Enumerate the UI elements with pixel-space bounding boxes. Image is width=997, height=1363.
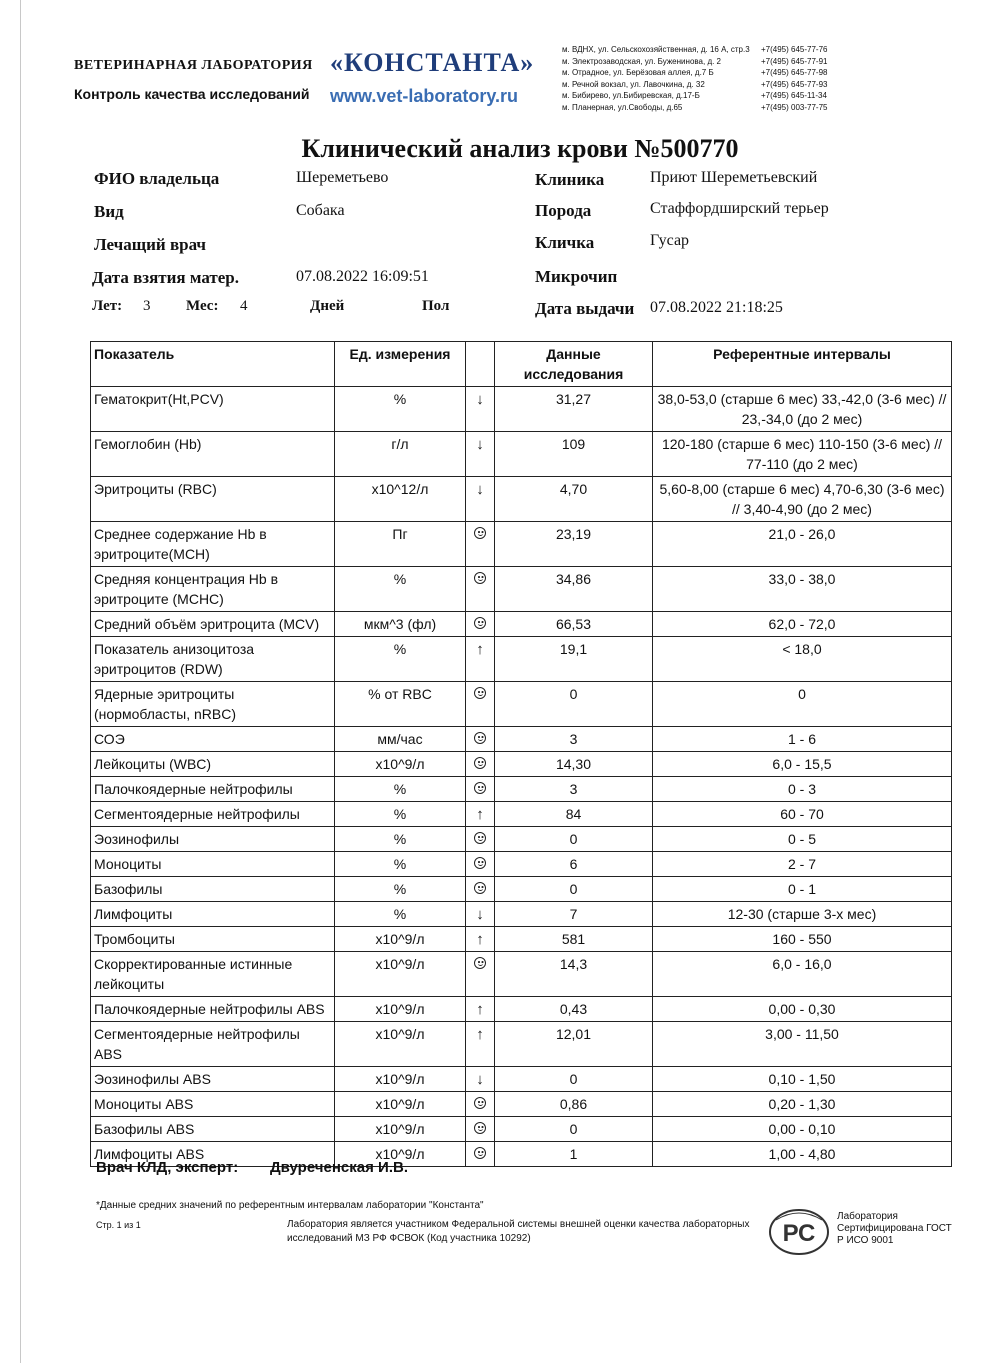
address-line: м. Отрадное, ул. Берёзовая аллея, д.7 Б	[562, 68, 714, 78]
doctor-label: Лечащий врач	[94, 235, 206, 254]
row-unit: %	[335, 637, 466, 682]
sex-label: Пол	[422, 298, 450, 314]
row-name: Эритроциты (RBC)	[91, 477, 335, 522]
row-flag	[466, 827, 495, 852]
row-name: Базофилы	[91, 877, 335, 902]
table-row	[91, 522, 952, 567]
row-name: Лейкоциты (WBC)	[91, 752, 335, 777]
arrow-up-icon: ↑	[476, 931, 484, 948]
row-flag	[466, 682, 495, 727]
arrow-up-icon: ↑	[476, 1001, 484, 1018]
table-row	[91, 387, 952, 432]
row-reference: < 18,0	[653, 637, 952, 682]
phone-list	[761, 44, 828, 114]
row-value: 0	[495, 682, 653, 727]
species-label: Вид	[94, 202, 124, 221]
row-name: СОЭ	[91, 727, 335, 752]
row-unit: %	[335, 802, 466, 827]
row-value: 0,43	[495, 997, 653, 1022]
table-row	[91, 902, 952, 927]
row-reference: 0,00 - 0,10	[653, 1117, 952, 1142]
owner-value: Шереметьево	[296, 169, 389, 186]
certification-mark: РС	[782, 1220, 816, 1247]
row-flag	[466, 802, 495, 827]
arrow-down-icon: ↓	[476, 391, 484, 408]
smiley-icon	[474, 882, 486, 894]
table-row	[91, 927, 952, 952]
chip-label: Микрочип	[535, 267, 618, 286]
table-row	[91, 997, 952, 1022]
row-value: 109	[495, 432, 653, 477]
clinic-value: Приют Шереметьевский	[650, 169, 818, 186]
row-flag	[466, 997, 495, 1022]
row-flag	[466, 777, 495, 802]
row-unit: x10^9/л	[335, 1142, 466, 1167]
row-reference: 62,0 - 72,0	[653, 612, 952, 637]
row-value: 3	[495, 727, 653, 752]
days-label: Дней	[310, 298, 345, 314]
row-name: Среднее содержание Hb в эритроците(MCH)	[91, 522, 335, 567]
signature-label: Врач КЛД, эксперт:	[96, 1159, 239, 1176]
row-value: 0	[495, 1067, 653, 1092]
row-value: 1	[495, 1142, 653, 1167]
smiley-icon	[474, 732, 486, 744]
row-reference: 0,10 - 1,50	[653, 1067, 952, 1092]
lab-brand: «КОНСТАНТА»	[330, 48, 535, 77]
row-value: 581	[495, 927, 653, 952]
lab-website-link[interactable]: www.vet-laboratory.ru	[330, 86, 519, 106]
table-header-row	[91, 342, 952, 387]
row-unit: мкм^3 (фл)	[335, 612, 466, 637]
results-table	[90, 341, 952, 1167]
table-row	[91, 952, 952, 997]
signature-name: Двуреченская И.В.	[270, 1159, 408, 1176]
row-reference: 3,00 - 11,50	[653, 1022, 952, 1067]
smiley-icon	[474, 782, 486, 794]
row-reference: 5,60-8,00 (старше 6 мес) 4,70-6,30 (3-6 мес) // 3,40-4,90 (до 2 мес)	[653, 477, 952, 522]
smiley-icon	[474, 1147, 486, 1159]
smiley-icon	[474, 687, 486, 699]
breed-label: Порода	[535, 201, 592, 220]
row-reference: 1 - 6	[653, 727, 952, 752]
row-flag	[466, 1142, 495, 1167]
arrow-down-icon: ↓	[476, 1071, 484, 1088]
row-unit: x10^9/л	[335, 927, 466, 952]
header-name: Показатель	[91, 342, 335, 387]
table-row	[91, 477, 952, 522]
page-number: Стр. 1 из 1	[96, 1220, 141, 1230]
row-flag	[466, 752, 495, 777]
certification-text: Лаборатория Сертифицирована ГОСТ Р ИСО 9001	[837, 1211, 952, 1246]
species-value: Собака	[296, 202, 345, 219]
row-flag	[466, 522, 495, 567]
header-flag	[466, 342, 495, 387]
row-name: Гематокрит(Ht,PCV)	[91, 387, 335, 432]
row-unit: %	[335, 827, 466, 852]
row-name: Тромбоциты	[91, 927, 335, 952]
row-reference: 0 - 1	[653, 877, 952, 902]
document-title: Клинический анализ крови №500770	[301, 134, 739, 163]
row-unit: %	[335, 852, 466, 877]
row-flag	[466, 1117, 495, 1142]
row-value: 6	[495, 852, 653, 877]
breed-value: Стаффордширский терьер	[650, 200, 829, 217]
row-name: Показатель анизоцитоза эритроцитов (RDW)	[91, 637, 335, 682]
owner-label: ФИО владельца	[94, 169, 220, 188]
phone-line: +7(495) 645-77-93	[761, 79, 828, 89]
row-value: 0	[495, 827, 653, 852]
row-flag	[466, 387, 495, 432]
row-flag	[466, 1092, 495, 1117]
phone-line: +7(495) 645-77-98	[761, 68, 828, 78]
row-unit: % от RBC	[335, 682, 466, 727]
row-reference: 6,0 - 16,0	[653, 952, 952, 997]
address-line: м. Бибирево, ул.Бибиревская, д.17-Б	[562, 91, 700, 101]
row-flag	[466, 727, 495, 752]
row-reference: 0	[653, 682, 952, 727]
row-value: 7	[495, 902, 653, 927]
row-value: 23,19	[495, 522, 653, 567]
row-value: 14,3	[495, 952, 653, 997]
clinic-label: Клиника	[535, 170, 605, 189]
arrow-up-icon: ↑	[476, 806, 484, 823]
row-value: 0	[495, 877, 653, 902]
header-value: Данные исследования	[495, 342, 653, 387]
row-unit: %	[335, 387, 466, 432]
phone-line: +7(495) 645-11-34	[761, 91, 827, 101]
row-reference: 0 - 5	[653, 827, 952, 852]
row-flag	[466, 1067, 495, 1092]
address-list	[562, 44, 750, 114]
row-value: 19,1	[495, 637, 653, 682]
row-name: Эозинофилы	[91, 827, 335, 852]
smiley-icon	[474, 1097, 486, 1109]
row-name: Ядерные эритроциты (нормобласты, nRBC)	[91, 682, 335, 727]
issue-date-label: Дата выдачи	[535, 299, 635, 318]
row-flag	[466, 637, 495, 682]
address-line: м. Планерная, ул.Свободы, д.65	[562, 102, 683, 112]
table-row	[91, 852, 952, 877]
row-reference: 12-30 (старше 3-х мес)	[653, 902, 952, 927]
smiley-icon	[474, 1122, 486, 1134]
smiley-icon	[474, 957, 486, 969]
table-row	[91, 777, 952, 802]
address-line: м. Речной вокзал, ул. Лавочкина, д. 32	[562, 79, 705, 89]
row-unit: %	[335, 877, 466, 902]
table-row	[91, 682, 952, 727]
row-reference: 160 - 550	[653, 927, 952, 952]
row-name: Лимфоциты	[91, 902, 335, 927]
row-value: 34,86	[495, 567, 653, 612]
row-unit: Пг	[335, 522, 466, 567]
row-name: Средняя концентрация Hb в эритроците (MCHC)	[91, 567, 335, 612]
row-reference: 33,0 - 38,0	[653, 567, 952, 612]
table-row	[91, 432, 952, 477]
row-unit: x10^9/л	[335, 1067, 466, 1092]
row-unit: x10^9/л	[335, 1022, 466, 1067]
row-value: 84	[495, 802, 653, 827]
address-line: м. Электрозаводская, ул. Буженинова, д. 2	[562, 56, 722, 66]
lab-tagline: Контроль качества исследований	[74, 86, 310, 102]
table-row	[91, 1117, 952, 1142]
nickname-label: Кличка	[535, 233, 595, 252]
row-reference: 21,0 - 26,0	[653, 522, 952, 567]
row-flag	[466, 877, 495, 902]
arrow-up-icon: ↑	[476, 1026, 484, 1043]
lab-name: ВЕТЕРИНАРНАЯ ЛАБОРАТОРИЯ	[74, 58, 313, 73]
row-value: 14,30	[495, 752, 653, 777]
row-unit: x10^12/л	[335, 477, 466, 522]
row-flag	[466, 952, 495, 997]
row-unit: x10^9/л	[335, 952, 466, 997]
sample-date-label: Дата взятия матер.	[92, 268, 239, 287]
issue-date-value: 07.08.2022 21:18:25	[650, 299, 783, 316]
arrow-down-icon: ↓	[476, 906, 484, 923]
table-row	[91, 802, 952, 827]
row-name: Сегментоядерные нейтрофилы ABS	[91, 1022, 335, 1067]
page-edge	[20, 0, 21, 1363]
row-flag	[466, 852, 495, 877]
table-row	[91, 637, 952, 682]
row-flag	[466, 477, 495, 522]
row-unit: x10^9/л	[335, 1117, 466, 1142]
row-name: Моноциты ABS	[91, 1092, 335, 1117]
smiley-icon	[474, 832, 486, 844]
row-flag	[466, 567, 495, 612]
row-unit: мм/час	[335, 727, 466, 752]
table-row	[91, 1067, 952, 1092]
arrow-down-icon: ↓	[476, 481, 484, 498]
row-reference: 2 - 7	[653, 852, 952, 877]
sample-date-value: 07.08.2022 16:09:51	[296, 268, 429, 285]
table-row	[91, 1022, 952, 1067]
months-value: 4	[240, 298, 248, 314]
row-name: Базофилы ABS	[91, 1117, 335, 1142]
row-value: 12,01	[495, 1022, 653, 1067]
arrow-down-icon: ↓	[476, 436, 484, 453]
nickname-value: Гусар	[650, 232, 690, 249]
row-name: Средний объём эритроцита (MCV)	[91, 612, 335, 637]
row-value: 3	[495, 777, 653, 802]
header-reference: Референтные интервалы	[653, 342, 952, 387]
row-flag	[466, 1022, 495, 1067]
smiley-icon	[474, 572, 486, 584]
row-flag	[466, 927, 495, 952]
smiley-icon	[474, 527, 486, 539]
row-value: 4,70	[495, 477, 653, 522]
row-reference: 0 - 3	[653, 777, 952, 802]
row-reference: 6,0 - 15,5	[653, 752, 952, 777]
table-row	[91, 877, 952, 902]
row-name: Лимфоциты ABS	[91, 1142, 335, 1167]
row-name: Палочкоядерные нейтрофилы	[91, 777, 335, 802]
row-unit: %	[335, 777, 466, 802]
row-value: 0,86	[495, 1092, 653, 1117]
smiley-icon	[474, 757, 486, 769]
phone-line: +7(495) 645-77-91	[761, 56, 828, 66]
arrow-up-icon: ↑	[476, 641, 484, 658]
row-name: Моноциты	[91, 852, 335, 877]
participant-text: Лаборатория является участником Федеральной системы внешней оценки качества лабораторных исследований МЗ РФ ФСВОК (Код участника 10292)	[287, 1219, 750, 1244]
smiley-icon	[474, 617, 486, 629]
row-flag	[466, 612, 495, 637]
row-unit: x10^9/л	[335, 1092, 466, 1117]
smiley-icon	[474, 857, 486, 869]
header-unit: Ед. измерения	[335, 342, 466, 387]
footer-note: *Данные средних значений по референтным интервалам лаборатории "Константа"	[96, 1200, 484, 1211]
row-unit: %	[335, 567, 466, 612]
years-value: 3	[143, 298, 151, 314]
row-flag	[466, 902, 495, 927]
row-unit: г/л	[335, 432, 466, 477]
row-name: Скорректированные истинные лейкоциты	[91, 952, 335, 997]
address-line: м. ВДНХ, ул. Сельскохозяйственная, д. 16 А, стр.3	[562, 45, 750, 54]
row-name: Сегментоядерные нейтрофилы	[91, 802, 335, 827]
row-value: 66,53	[495, 612, 653, 637]
row-name: Гемоглобин (Hb)	[91, 432, 335, 477]
certification-logo	[768, 1208, 830, 1256]
row-reference: 60 - 70	[653, 802, 952, 827]
table-row	[91, 827, 952, 852]
row-reference: 0,20 - 1,30	[653, 1092, 952, 1117]
table-row	[91, 567, 952, 612]
row-flag	[466, 432, 495, 477]
table-row	[91, 752, 952, 777]
phone-line: +7(495) 003-77-75	[761, 102, 828, 112]
row-name: Эозинофилы ABS	[91, 1067, 335, 1092]
row-value: 0	[495, 1117, 653, 1142]
phone-line: +7(495) 645-77-76	[761, 45, 828, 54]
row-unit: %	[335, 902, 466, 927]
row-value: 31,27	[495, 387, 653, 432]
table-row	[91, 612, 952, 637]
years-label: Лет:	[92, 298, 123, 314]
row-reference: 38,0-53,0 (старше 6 мес) 33,-42,0 (3-6 мес) // 23,-34,0 (до 2 мес)	[653, 387, 952, 432]
row-reference: 0,00 - 0,30	[653, 997, 952, 1022]
row-reference: 120-180 (старше 6 мес) 110-150 (3-6 мес) // 77-110 (до 2 мес)	[653, 432, 952, 477]
row-name: Палочкоядерные нейтрофилы ABS	[91, 997, 335, 1022]
table-row	[91, 1092, 952, 1117]
row-reference: 1,00 - 4,80	[653, 1142, 952, 1167]
table-row	[91, 727, 952, 752]
row-unit: x10^9/л	[335, 752, 466, 777]
months-label: Мес:	[186, 298, 219, 314]
row-unit: x10^9/л	[335, 997, 466, 1022]
